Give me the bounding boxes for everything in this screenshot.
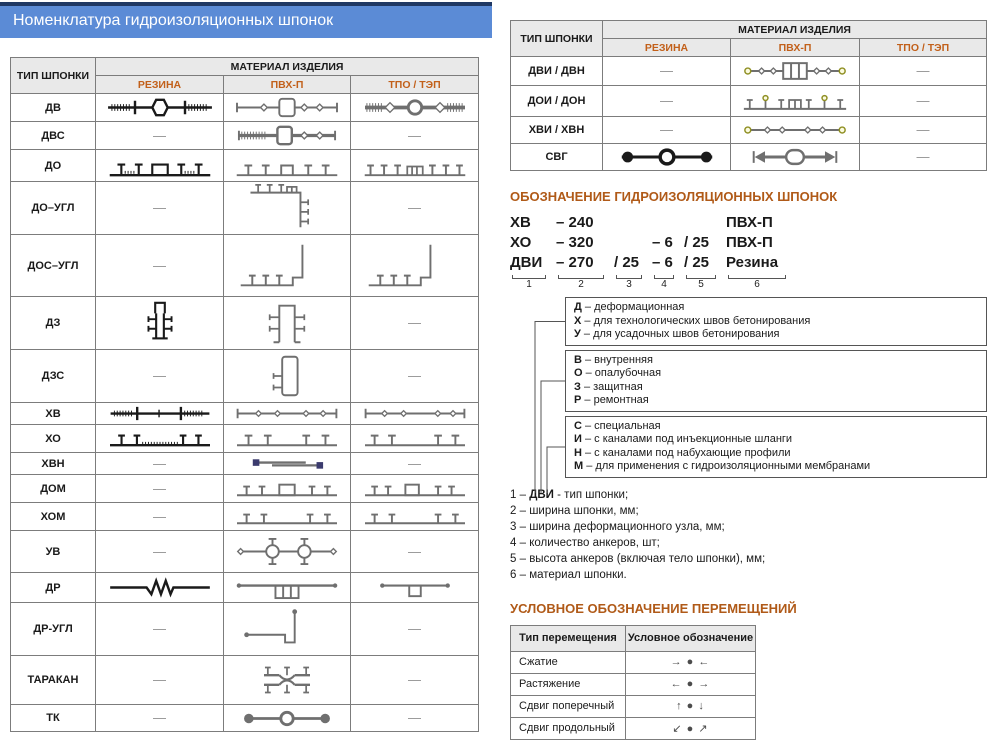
profile-cell — [224, 603, 351, 656]
profile-cell — [224, 503, 351, 531]
profile-doi-pvc-icon — [736, 87, 854, 115]
table-row — [11, 150, 479, 182]
marker-number: 3 — [626, 279, 632, 290]
profile-dv-tpo-icon — [357, 95, 473, 120]
row-type-label: ХВН — [11, 453, 96, 475]
profile-cell — [351, 150, 479, 182]
row-type-label: ДР-УГЛ — [11, 603, 96, 656]
col-header-type: ТИП ШПОНКИ — [511, 21, 603, 57]
profile-cell — [224, 705, 351, 732]
profile-ho-pvc-icon — [229, 426, 345, 451]
profile-cell — [224, 350, 351, 403]
empty-cell-dash: — — [153, 621, 166, 636]
table-row — [11, 603, 479, 656]
page-title: Номенклатура гидроизоляционных шпонок — [0, 2, 492, 38]
designation-example-row — [510, 253, 986, 273]
movements-row — [511, 695, 756, 717]
empty-cell-dash: — — [408, 621, 422, 636]
profile-cell — [224, 656, 351, 705]
designation-segment: / 25 — [684, 234, 710, 251]
profile-dos-ugl-tpo-icon — [357, 239, 473, 293]
empty-cell-dash: — — [660, 122, 673, 137]
profile-cell — [731, 117, 860, 144]
row-type-label: ДВС — [11, 122, 96, 150]
empty-cell-dash: — — [153, 480, 166, 496]
profile-cell — [224, 122, 351, 150]
table-row — [11, 656, 479, 705]
left-panel — [0, 0, 492, 732]
profile-svg-pvc-icon — [736, 146, 854, 168]
profile-cell — [224, 573, 351, 603]
profile-do-rubber-icon — [102, 151, 218, 180]
row-type-label: СВГ — [511, 144, 603, 171]
empty-cell-dash: — — [408, 200, 422, 215]
designation-segment: ХВ — [510, 214, 531, 231]
profile-uv-pvc-icon — [229, 532, 345, 571]
movement-symbol: ↑ ● ↓ — [626, 695, 756, 717]
profile-cell — [731, 86, 860, 117]
profile-cell — [603, 86, 731, 117]
designation-marker — [510, 274, 556, 290]
table-row — [11, 94, 479, 122]
empty-cell-dash: — — [153, 455, 166, 471]
profile-do-tpo-icon — [357, 151, 473, 180]
table-row — [11, 475, 479, 503]
empty-cell-dash: — — [153, 672, 166, 687]
row-type-label: ДОИ / ДОН — [511, 86, 603, 117]
profile-cell — [224, 425, 351, 453]
empty-cell-dash: — — [408, 543, 422, 559]
designation-segment — [614, 213, 652, 233]
profile-dvs-pvc-icon — [229, 123, 345, 148]
note-item: 4 – количество анкеров, шт; — [510, 536, 660, 549]
designation-examples — [510, 213, 986, 273]
marker-number: 4 — [661, 279, 667, 290]
profile-svg-rubber-icon — [608, 146, 726, 168]
designation-marker — [556, 274, 614, 290]
row-type-label: ХО — [11, 425, 96, 453]
profile-cell — [860, 57, 987, 86]
profile-tarakan-pvc-icon — [229, 657, 345, 703]
profile-cell — [224, 475, 351, 503]
profile-cell — [731, 57, 860, 86]
row-type-label: ДО–УГЛ — [11, 182, 96, 235]
profile-dv-rubber-icon — [102, 95, 218, 120]
row-type-label: ДР — [11, 573, 96, 603]
row-type-label: ТАРАКАН — [11, 656, 96, 705]
col-header-material: МАТЕРИАЛ ИЗДЕЛИЯ — [96, 58, 479, 76]
movement-type-label: Сдвиг поперечный — [511, 695, 626, 717]
empty-cell-dash: — — [660, 63, 673, 78]
empty-cell-dash: — — [408, 368, 422, 383]
movements-title: УСЛОВНОЕ ОБОЗНАЧЕНИЕ ПЕРЕМЕЩЕНИЙ — [510, 600, 797, 616]
designation-segment — [614, 233, 652, 253]
empty-cell-dash: — — [408, 127, 422, 143]
marker-number: 1 — [526, 279, 532, 290]
nomenclature-table-left — [10, 57, 479, 732]
profile-cell — [96, 531, 224, 573]
legend-item: М – для применения с гидроизоляционными мембранами — [574, 460, 871, 472]
profile-cell — [351, 705, 479, 732]
table-row — [11, 453, 479, 475]
movements-row — [511, 673, 756, 695]
profile-dr-pvc-icon — [229, 575, 345, 600]
marker-number: 5 — [698, 279, 704, 290]
profile-cell — [96, 603, 224, 656]
profile-cell — [731, 144, 860, 171]
row-type-label: ХОМ — [11, 503, 96, 531]
row-type-label: ХВ — [11, 403, 96, 425]
profile-cell — [96, 235, 224, 297]
legend-item: З – защитная — [574, 380, 643, 393]
profile-ho-rubber-icon — [102, 426, 218, 451]
profile-cell — [96, 403, 224, 425]
profile-hom-pvc-icon — [229, 504, 345, 529]
profile-cell — [96, 182, 224, 235]
profile-ho-tpo-icon — [357, 426, 473, 451]
legend-boxes — [565, 297, 986, 478]
profile-hv-pvc-icon — [229, 404, 345, 423]
profile-cell — [351, 403, 479, 425]
profile-cell — [96, 503, 224, 531]
row-type-label: ХВИ / ХВН — [511, 117, 603, 144]
profile-hvi-pvc-icon — [736, 120, 854, 140]
col-header-type: ТИП ШПОНКИ — [11, 58, 96, 94]
movements-table — [510, 625, 756, 740]
legend-item: Р – ремонтная — [574, 394, 649, 406]
designation-segment: Резина — [726, 254, 779, 271]
legend-box — [565, 416, 987, 478]
row-type-label: ДВИ / ДВН — [511, 57, 603, 86]
empty-cell-dash: — — [408, 455, 422, 471]
note-item: 1 – ДВИ - тип шпонки; — [510, 488, 629, 501]
profile-cell — [860, 86, 987, 117]
designation-segment: – 240 — [556, 214, 594, 231]
table-row — [11, 425, 479, 453]
table-row — [11, 531, 479, 573]
designation-segment: / 25 — [684, 254, 710, 271]
profile-hvn-pvc-icon — [229, 456, 345, 471]
empty-cell-dash: — — [916, 122, 930, 137]
profile-hv-rubber-icon — [102, 404, 218, 423]
designation-segment: / 25 — [614, 254, 640, 271]
movements-col-header: Условное обозначение — [626, 625, 756, 651]
empty-cell-dash: — — [153, 543, 166, 559]
col-header-material-kind: ТПО / ТЭП — [351, 76, 479, 94]
marker-number: 2 — [578, 279, 584, 290]
legend-item: Н – с каналами под набухающие профили — [574, 446, 791, 459]
profile-do-ugl-pvc-icon — [229, 183, 345, 233]
note-item: 2 – ширина шпонки, мм; — [510, 504, 639, 517]
profile-cell — [96, 453, 224, 475]
legend-item: И – с каналами под инъекционные шланги — [574, 433, 793, 445]
movement-type-label: Сжатие — [511, 651, 626, 673]
empty-cell-dash: — — [408, 315, 422, 330]
nomenclature-table-right — [510, 20, 987, 171]
col-header-material-kind: ПВХ-П — [731, 39, 860, 57]
table-row — [11, 297, 479, 350]
profile-cell — [351, 603, 479, 656]
profile-cell — [351, 475, 479, 503]
row-type-label: УВ — [11, 531, 96, 573]
movements-row — [511, 717, 756, 739]
profile-dos-ugl-pvc-icon — [229, 239, 345, 293]
profile-cell — [96, 350, 224, 403]
row-type-label: ДО — [11, 150, 96, 182]
profile-cell — [96, 150, 224, 182]
designation-segment: ДВИ — [510, 254, 543, 271]
designation-notes — [510, 487, 986, 583]
empty-cell-dash: — — [408, 710, 422, 725]
table-row — [511, 117, 987, 144]
designation-marker — [726, 274, 796, 290]
profile-cell — [224, 297, 351, 350]
movements-row — [511, 651, 756, 673]
profile-cell — [224, 403, 351, 425]
row-type-label: ДВ — [11, 94, 96, 122]
profile-cell — [351, 656, 479, 705]
table-row — [511, 86, 987, 117]
designation-marker — [684, 274, 726, 290]
row-type-label: ТК — [11, 705, 96, 732]
profile-dr-ugl-pvc-icon — [229, 604, 345, 654]
table-row — [511, 144, 987, 171]
table-row — [11, 350, 479, 403]
movement-type-label: Сдвиг продольный — [511, 717, 626, 739]
profile-cell — [224, 235, 351, 297]
designation-example-row — [510, 233, 986, 253]
profile-cell — [603, 57, 731, 86]
profile-dr-tpo-icon — [357, 575, 473, 600]
profile-tk-pvc-icon — [229, 708, 345, 729]
legend-box — [565, 297, 987, 346]
designation-segment — [652, 213, 684, 233]
table-row — [11, 122, 479, 150]
movement-symbol: ↙ ● ↗ — [626, 717, 756, 739]
profile-cell — [351, 531, 479, 573]
profile-cell — [96, 425, 224, 453]
empty-cell-dash: — — [153, 257, 166, 273]
profile-cell — [860, 117, 987, 144]
col-header-material-kind: РЕЗИНА — [603, 39, 731, 57]
empty-cell-dash: — — [916, 63, 930, 78]
designation-title: ОБОЗНАЧЕНИЕ ГИДРОИЗОЛЯЦИОННЫХ ШПОНОК — [510, 189, 838, 204]
profile-dvi-pvc-icon — [736, 58, 854, 84]
col-header-material-kind: ПВХ-П — [224, 76, 351, 94]
profile-cell — [351, 297, 479, 350]
profile-dr-rubber-icon — [102, 576, 218, 599]
table-row — [11, 503, 479, 531]
profile-cell — [96, 573, 224, 603]
profile-cell — [603, 144, 731, 171]
movement-type-label: Растяжение — [511, 673, 626, 695]
profile-cell — [224, 150, 351, 182]
marker-number: 6 — [754, 279, 760, 290]
profile-cell — [96, 297, 224, 350]
empty-cell-dash: — — [153, 368, 166, 383]
designation-segment: ПВХ-П — [726, 234, 773, 251]
col-header-material: МАТЕРИАЛ ИЗДЕЛИЯ — [603, 21, 987, 39]
profile-cell — [351, 235, 479, 297]
profile-cell — [224, 94, 351, 122]
designation-marker — [652, 274, 684, 290]
profile-dv-pvc-icon — [229, 95, 345, 120]
legend-item: У – для усадочных швов бетонирования — [574, 328, 780, 340]
movements-col-header: Тип перемещения — [511, 625, 626, 651]
profile-cell — [351, 350, 479, 403]
legend-item: Д – деформационная — [574, 301, 685, 313]
legend-item: Х – для технологических швов бетонирования — [574, 314, 811, 327]
note-item: 6 – материал шпонки. — [510, 568, 627, 581]
profile-cell — [603, 117, 731, 144]
designation-segment: – 320 — [556, 234, 594, 251]
row-type-label: ДЗ — [11, 297, 96, 350]
profile-cell — [224, 182, 351, 235]
table-row — [11, 705, 479, 732]
legend-item: С – специальная — [574, 419, 661, 432]
designation-marker — [614, 274, 652, 290]
empty-cell-dash: — — [660, 93, 673, 108]
designation-example-row — [510, 213, 986, 233]
profile-cell — [96, 94, 224, 122]
movement-symbol: → ● ← — [626, 651, 756, 673]
profile-hom-tpo-icon — [357, 504, 473, 529]
movement-symbol: ← ● → — [626, 673, 756, 695]
profile-cell — [96, 656, 224, 705]
note-item: 3 – ширина деформационного узла, мм; — [510, 520, 725, 533]
table-row — [11, 182, 479, 235]
row-type-label: ДОМ — [11, 475, 96, 503]
profile-cell — [224, 453, 351, 475]
empty-cell-dash: — — [153, 127, 166, 143]
profile-cell — [351, 453, 479, 475]
table-row — [11, 403, 479, 425]
profile-cell — [351, 503, 479, 531]
profile-dom-tpo-icon — [357, 476, 473, 501]
legend-box — [565, 350, 987, 412]
profile-cell — [96, 122, 224, 150]
empty-cell-dash: — — [408, 672, 422, 687]
profile-dom-pvc-icon — [229, 476, 345, 501]
note-item: 5 – высота анкеров (включая тело шпонки), мм; — [510, 552, 766, 565]
profile-cell — [351, 94, 479, 122]
empty-cell-dash: — — [916, 149, 930, 164]
legend-item: О – опалубочная — [574, 367, 662, 379]
profile-cell — [96, 475, 224, 503]
profile-dz-rubber-icon — [102, 298, 218, 348]
designation-segment: ХО — [510, 234, 532, 251]
profile-dz-pvc-icon — [229, 298, 345, 348]
empty-cell-dash: — — [153, 200, 166, 215]
table-row — [11, 235, 479, 297]
designation-segment — [684, 213, 726, 233]
profile-cell — [860, 144, 987, 171]
profile-cell — [96, 705, 224, 732]
empty-cell-dash: — — [916, 93, 930, 108]
empty-cell-dash: — — [153, 710, 166, 725]
profile-cell — [224, 531, 351, 573]
profile-cell — [351, 182, 479, 235]
designation-segment: ПВХ-П — [726, 214, 773, 231]
empty-cell-dash: — — [153, 508, 166, 524]
designation-segment: – 6 — [652, 234, 673, 251]
designation-segment: – 6 — [652, 254, 673, 271]
profile-cell — [351, 425, 479, 453]
table-row — [511, 57, 987, 86]
profile-dzs-pvc-icon — [229, 351, 345, 401]
designation-markers — [510, 274, 986, 290]
right-panel — [510, 20, 986, 740]
col-header-material-kind: ТПО / ТЭП — [860, 39, 987, 57]
col-header-material-kind: РЕЗИНА — [96, 76, 224, 94]
row-type-label: ДЗС — [11, 350, 96, 403]
legend-item: В – внутренняя — [574, 353, 653, 366]
row-type-label: ДОС–УГЛ — [11, 235, 96, 297]
table-row — [11, 573, 479, 603]
profile-cell — [351, 122, 479, 150]
profile-hv-tpo-icon — [357, 404, 473, 423]
profile-cell — [351, 573, 479, 603]
designation-segment: – 270 — [556, 254, 594, 271]
profile-do-pvc-icon — [229, 151, 345, 180]
